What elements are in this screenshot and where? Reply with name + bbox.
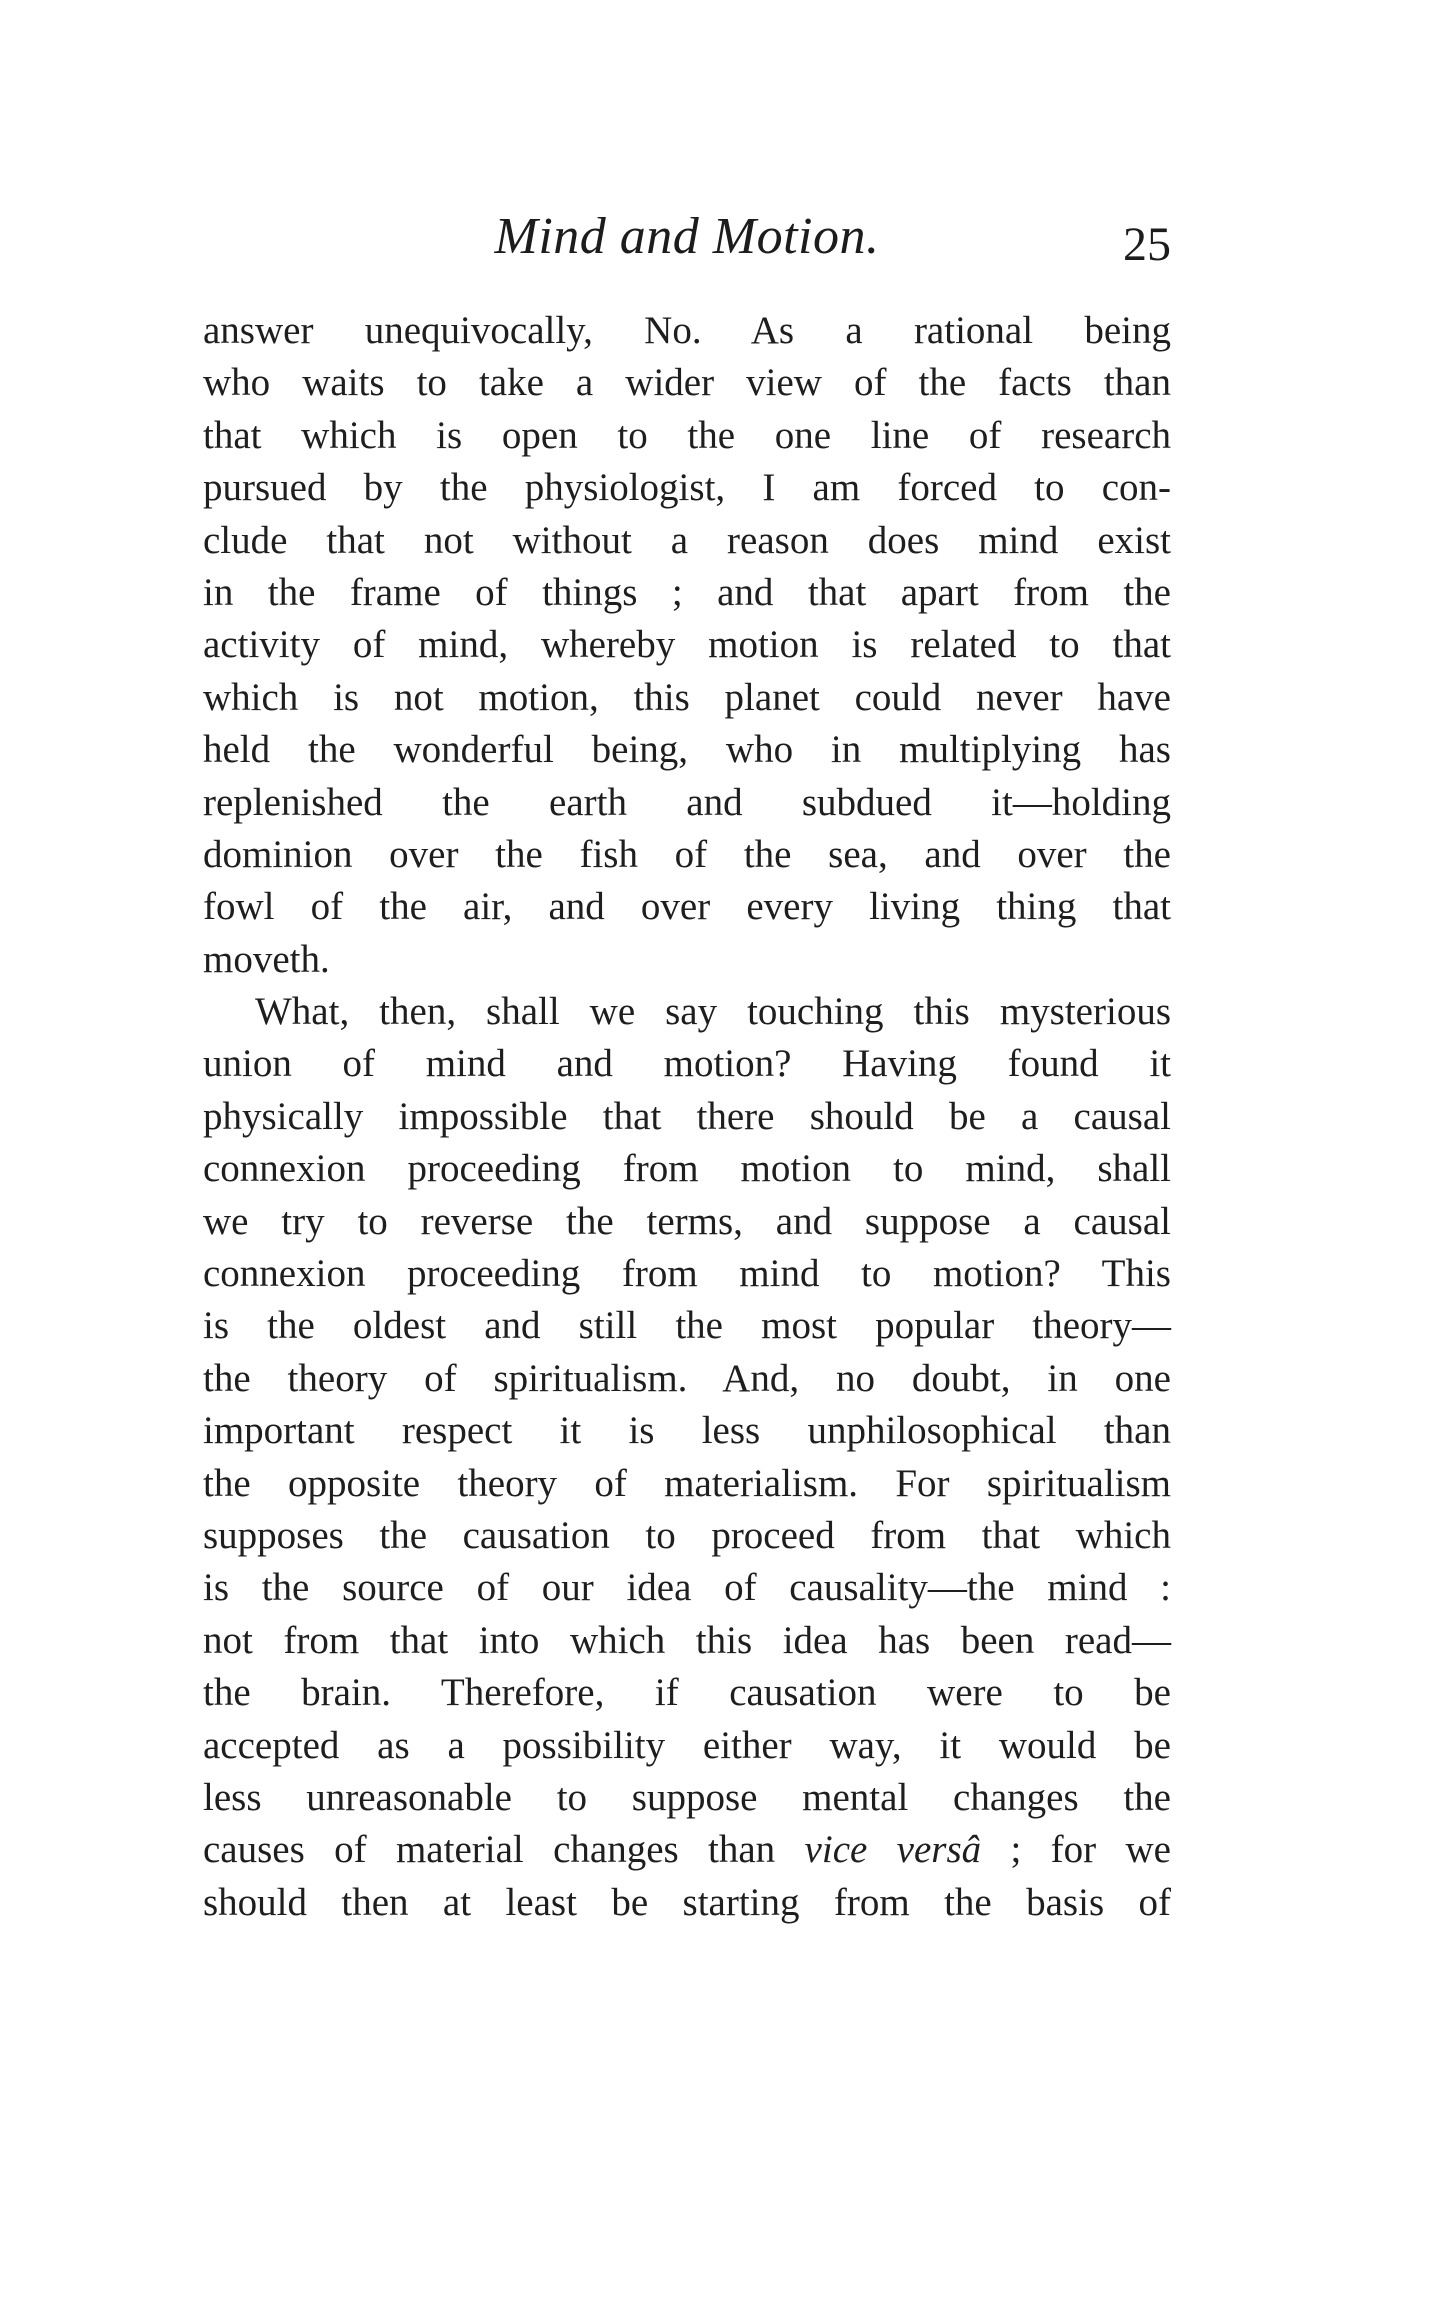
text-line: held the wonderful being, who in multiplying has [203, 728, 1171, 772]
text-line: connexion proceeding from motion to mind, shall [203, 1147, 1171, 1191]
text-line: the theory of spiritualism. And, no doubt, in one [203, 1356, 1171, 1400]
text-line: pursued by the physiologist, I am forced to con- [203, 466, 1171, 510]
text-line: clude that not without a reason does mind exist [203, 518, 1171, 562]
text-line: is the oldest and still the most popular theory— [203, 1304, 1171, 1348]
paragraph [203, 305, 1171, 986]
text-line: moveth. [203, 937, 330, 981]
text-line: less unreasonable to suppose mental changes the [203, 1775, 1171, 1819]
text-run: ; for we [981, 1828, 1171, 1872]
body-text [203, 305, 1171, 1929]
text-line: important respect it is less unphilosophical than [203, 1409, 1171, 1453]
paragraph [203, 986, 1171, 1929]
text-line: What, then, shall we say touching this mysterious [255, 990, 1171, 1034]
text-line: the brain. Therefore, if causation were to be [203, 1671, 1171, 1715]
running-head [203, 205, 1171, 275]
text-line: physically impossible that there should be a causal [203, 1094, 1171, 1138]
text-line: the opposite theory of materialism. For spiritualism [203, 1461, 1171, 1505]
text-line: answer unequivocally, No. As a rational being [203, 309, 1171, 352]
text-line: that which is open to the one line of research [203, 413, 1171, 457]
text-run: causes of material changes than [203, 1828, 805, 1872]
text-line: connexion proceeding from mind to motion? This [203, 1252, 1171, 1296]
text-line: fowl of the air, and over every living thing that [203, 885, 1171, 929]
text-line: should then at least be starting from the basis of [203, 1880, 1171, 1924]
text-line: activity of mind, whereby motion is related to that [203, 623, 1171, 667]
page-number: 25 [1123, 218, 1171, 271]
text-line [203, 1824, 1171, 1876]
text-line: dominion over the fish of the sea, and over the [203, 832, 1171, 876]
text-line: replenished the earth and subdued it—holding [203, 780, 1171, 824]
text-line: is the source of our idea of causality—the mind : [203, 1566, 1171, 1610]
text-line: which is not motion, this planet could never have [203, 675, 1171, 719]
text-line: in the frame of things ; and that apart from the [203, 570, 1171, 614]
italic-phrase: vice versâ [804, 1828, 982, 1872]
text-line: we try to reverse the terms, and suppose a causal [203, 1199, 1171, 1243]
text-line: supposes the causation to proceed from that which [203, 1513, 1171, 1557]
text-line: accepted as a possibility either way, it would be [203, 1723, 1171, 1767]
chapter-title: Mind and Motion. [494, 208, 880, 265]
text-line: who waits to take a wider view of the facts than [203, 361, 1171, 405]
text-line: union of mind and motion? Having found it [203, 1042, 1171, 1086]
text-line: not from that into which this idea has been read— [203, 1618, 1171, 1662]
